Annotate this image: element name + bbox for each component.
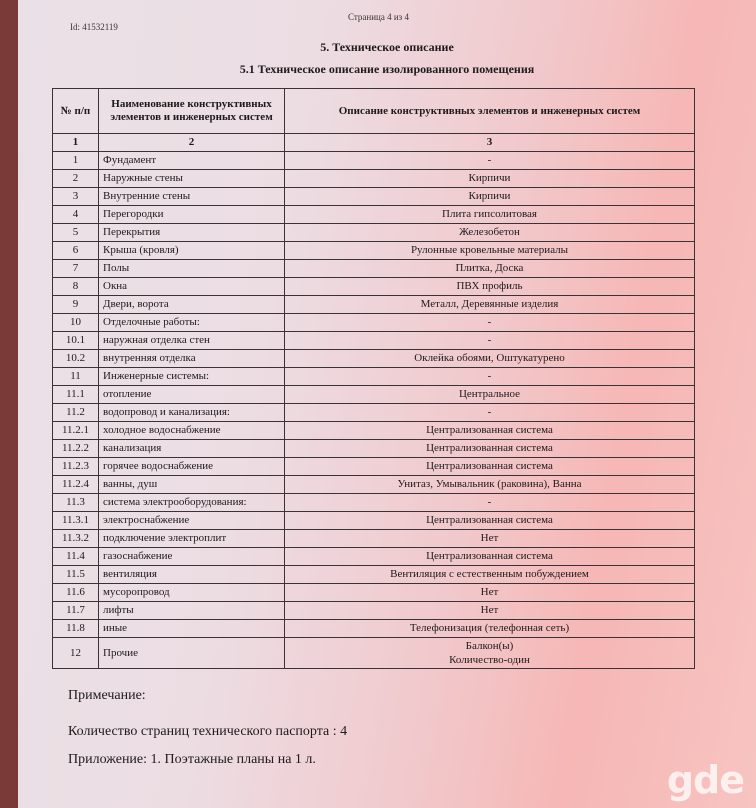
pages-count-text: Количество страниц технического паспорта : 4: [68, 724, 348, 739]
table-row: [53, 476, 695, 494]
table-row: [53, 188, 695, 206]
table-row: [53, 512, 695, 530]
row-number: 3: [53, 188, 99, 206]
row-element-name: Инженерные системы:: [99, 368, 285, 386]
row-description: Железобетон: [285, 224, 695, 242]
table-row: [53, 386, 695, 404]
row-number: 12: [53, 638, 99, 669]
table-row: [53, 224, 695, 242]
table-row: [53, 206, 695, 224]
row-description: Оклейка обоями, Оштукатурено: [285, 350, 695, 368]
row-number: 11.3: [53, 494, 99, 512]
row-element-name: Полы: [99, 260, 285, 278]
row-description: Телефонизация (телефонная сеть): [285, 620, 695, 638]
row-description: Централизованная система: [285, 548, 695, 566]
row-element-name: Двери, ворота: [99, 296, 285, 314]
row-element-name: канализация: [99, 440, 285, 458]
row-element-name: Окна: [99, 278, 285, 296]
row-number: 11: [53, 368, 99, 386]
row-element-name: Прочие: [99, 638, 285, 669]
table-row: [53, 404, 695, 422]
row-element-name: иные: [99, 620, 285, 638]
row-element-name: холодное водоснабжение: [99, 422, 285, 440]
row-description: Централизованная система: [285, 440, 695, 458]
column-number-1: 1: [53, 134, 99, 152]
row-element-name: Крыша (кровля): [99, 242, 285, 260]
row-description: Кирпичи: [285, 170, 695, 188]
section-title: 5. Техническое описание: [320, 40, 454, 54]
note-label: Примечание:: [68, 688, 146, 703]
row-description: Нет: [285, 602, 695, 620]
row-element-name: Фундамент: [99, 152, 285, 170]
row-description: Рулонные кровельные материалы: [285, 242, 695, 260]
row-description: Централизованная система: [285, 458, 695, 476]
table-row: [53, 368, 695, 386]
row-number: 10.1: [53, 332, 99, 350]
row-number: 4: [53, 206, 99, 224]
table-row: [53, 260, 695, 278]
row-number: 11.2: [53, 404, 99, 422]
row-element-name: электроснабжение: [99, 512, 285, 530]
row-element-name: подключение электроплит: [99, 530, 285, 548]
table-row: [53, 278, 695, 296]
row-number: 9: [53, 296, 99, 314]
row-element-name: мусоропровод: [99, 584, 285, 602]
row-number: 10: [53, 314, 99, 332]
row-description: ПВХ профиль: [285, 278, 695, 296]
row-number: 11.3.2: [53, 530, 99, 548]
row-number: 11.2.3: [53, 458, 99, 476]
table-row: [53, 494, 695, 512]
row-number: 11.2.1: [53, 422, 99, 440]
row-description: Плита гипсолитовая: [285, 206, 695, 224]
row-number: 11.4: [53, 548, 99, 566]
row-description: Централизованная система: [285, 422, 695, 440]
row-number: 11.7: [53, 602, 99, 620]
row-description: -: [285, 404, 695, 422]
table-row: [53, 458, 695, 476]
row-number: 11.6: [53, 584, 99, 602]
row-description: Центральное: [285, 386, 695, 404]
row-element-name: внутренняя отделка: [99, 350, 285, 368]
table-row: [53, 602, 695, 620]
row-description: -: [285, 152, 695, 170]
row-number: 1: [53, 152, 99, 170]
row-element-name: водопровод и канализация:: [99, 404, 285, 422]
column-header-description: Описание конструктивных элементов и инженерных систем: [285, 89, 695, 134]
table-row: [53, 170, 695, 188]
row-element-name: горячее водоснабжение: [99, 458, 285, 476]
row-number: 10.2: [53, 350, 99, 368]
table-header-row: [53, 89, 695, 134]
row-description: Унитаз, Умывальник (раковина), Ванна: [285, 476, 695, 494]
document-id: Id: 41532119: [70, 22, 118, 32]
table-row: [53, 296, 695, 314]
row-number: 11.3.1: [53, 512, 99, 530]
description-line-2: Количество-один: [449, 654, 530, 666]
table-row: [53, 620, 695, 638]
table-row: [53, 332, 695, 350]
row-element-name: Наружные стены: [99, 170, 285, 188]
row-description: -: [285, 332, 695, 350]
row-number: 2: [53, 170, 99, 188]
column-number-row: [53, 134, 695, 152]
table-row: [53, 422, 695, 440]
row-description: Плитка, Доска: [285, 260, 695, 278]
row-number: 8: [53, 278, 99, 296]
table-row: [53, 440, 695, 458]
row-description: Кирпичи: [285, 188, 695, 206]
appendix-text: Приложение: 1. Поэтажные планы на 1 л.: [68, 752, 316, 767]
row-element-name: Внутренние стены: [99, 188, 285, 206]
row-element-name: наружная отделка стен: [99, 332, 285, 350]
row-element-name: ванны, душ: [99, 476, 285, 494]
table-row: [53, 548, 695, 566]
column-number-2: 2: [99, 134, 285, 152]
row-description: -: [285, 314, 695, 332]
row-description: Централизованная система: [285, 512, 695, 530]
row-description: -: [285, 368, 695, 386]
row-description: Нет: [285, 530, 695, 548]
row-description: Вентиляция с естественным побуждением: [285, 566, 695, 584]
table-row: [53, 566, 695, 584]
column-header-name: Наименование конструктивных элементов и инженерных систем: [99, 89, 285, 134]
row-element-name: Перекрытия: [99, 224, 285, 242]
page-number: Страница 4 из 4: [348, 12, 409, 22]
row-element-name: газоснабжение: [99, 548, 285, 566]
column-number-3: [285, 134, 695, 152]
technical-description-table: [52, 88, 695, 669]
row-element-name: лифты: [99, 602, 285, 620]
row-number: 11.8: [53, 620, 99, 638]
subsection-title: 5.1 Техническое описание изолированного помещения: [239, 62, 535, 76]
table-row: [53, 314, 695, 332]
document-page: [18, 0, 756, 808]
row-number: 11.5: [53, 566, 99, 584]
row-number: 5: [53, 224, 99, 242]
table-row: [53, 152, 695, 170]
table-row: [53, 530, 695, 548]
row-description: [285, 638, 695, 669]
row-number: 11.2.2: [53, 440, 99, 458]
watermark-logo: gde: [666, 758, 744, 802]
row-element-name: вентиляция: [99, 566, 285, 584]
column-header-number: № п/п: [53, 89, 99, 134]
table-row: [53, 584, 695, 602]
description-line-1: Балкон(ы): [465, 640, 514, 652]
row-number: 11.2.4: [53, 476, 99, 494]
row-description: Металл, Деревянные изделия: [285, 296, 695, 314]
table-row: [53, 350, 695, 368]
row-element-name: Отделочные работы:: [99, 314, 285, 332]
row-element-name: Перегородки: [99, 206, 285, 224]
row-description: -: [285, 494, 695, 512]
row-description: Нет: [285, 584, 695, 602]
row-element-name: система электрооборудования:: [99, 494, 285, 512]
column-number-3-value: 3: [486, 136, 493, 148]
row-element-name: отопление: [99, 386, 285, 404]
table-row: [53, 242, 695, 260]
table-row-other: [53, 638, 695, 669]
row-number: 6: [53, 242, 99, 260]
row-number: 11.1: [53, 386, 99, 404]
row-number: 7: [53, 260, 99, 278]
